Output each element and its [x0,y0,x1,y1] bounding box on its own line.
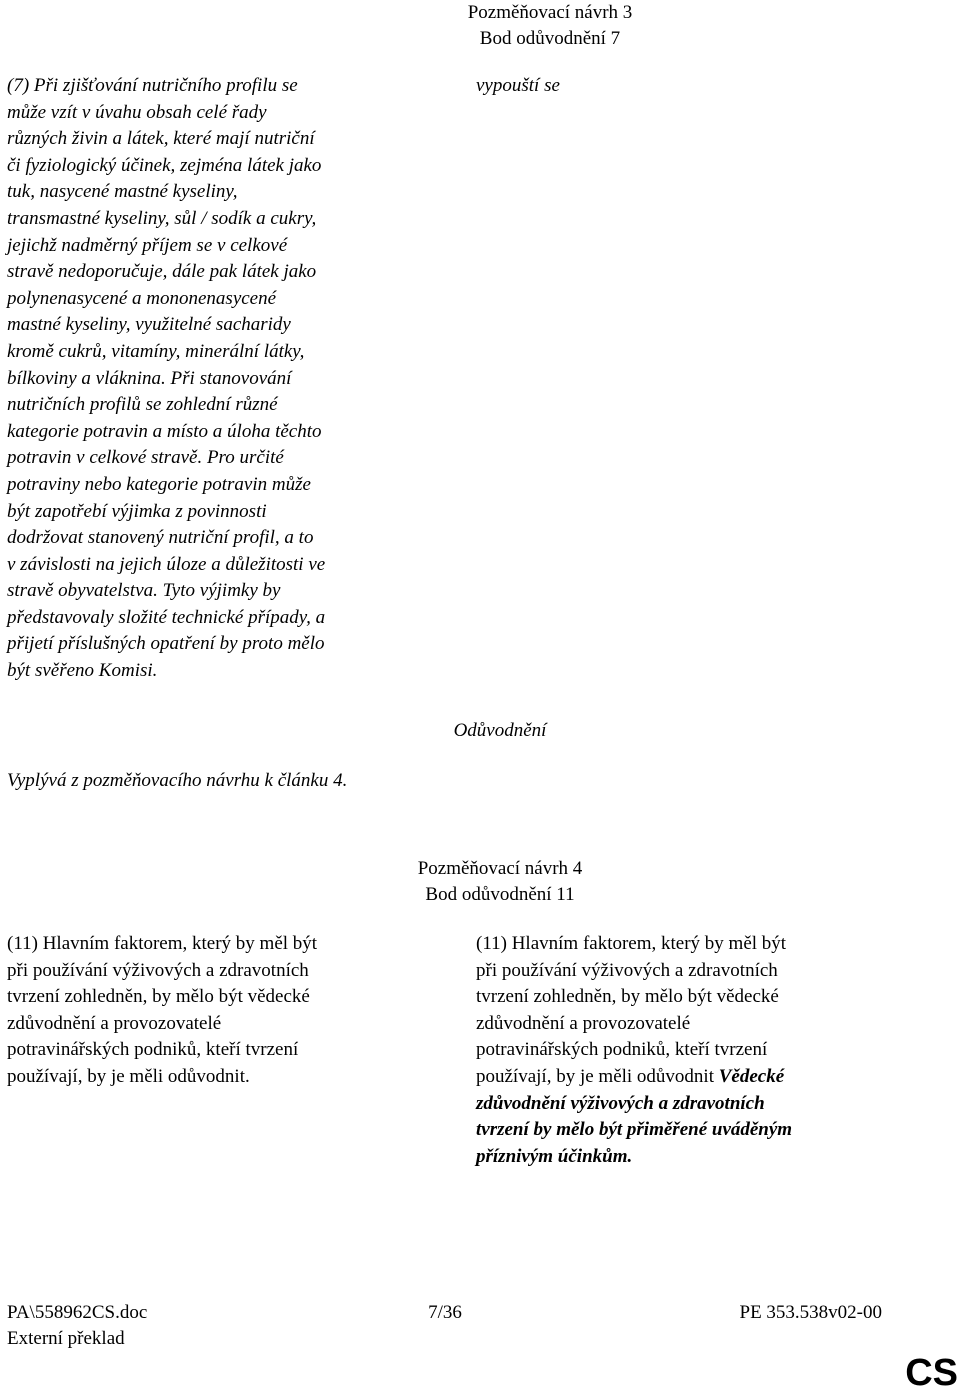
amendment-3-original-line [7,419,447,446]
justification-heading: Odůvodnění [453,720,547,741]
amendment-4-original-line [7,1064,447,1091]
footer-page-number: 7/36 [428,1302,462,1323]
amendment-4-original-line [7,984,447,1011]
amendment-3-original-text-run: může vzít v úvahu obsah celé řady [7,101,267,123]
amendment-3-deleted-label: vypouští se [476,75,560,96]
amendment-3-original-text-run: transmastné kyseliny, sůl / sodík a cukry, [7,207,317,229]
amendment-3-original-line [7,392,447,419]
amendment-3-original-text-run: přijetí příslušných opatření by proto mělo [7,633,325,655]
amendment-3-original-text-run: mastné kyseliny, využitelné sacharidy [7,314,291,336]
amendment-4-original-text-run: při používání výživových a zdravotních [7,959,309,981]
amendment-3-original-line [7,206,447,233]
footer-pe-ref: PE 353.538v02-00 [739,1302,882,1323]
amendment-3-original-text-run: kategorie potravin a místo a úloha těchto [7,420,322,442]
amendment-3-original-text-run: kromě cukrů, vitamíny, minerální látky, [7,340,305,362]
amendment-3-original-line [7,499,447,526]
amendment-3-original-line [7,631,447,658]
amendment-3-original-text-run: stravě nedoporučuje, dále pak látek jako [7,261,317,283]
amendment-4-amended-line [476,984,916,1011]
amendment-3-original-line [7,73,447,100]
amendment-4-amended-text-run: zdůvodnění výživových a zdravotních [476,1092,765,1114]
amendment-3-original-line [7,286,447,313]
amendment-4-right-column [476,931,916,1170]
justification-text: Vyplývá z pozměňovacího návrhu k článku 4. [7,770,348,791]
amendment-4-amended-text-run: potravinářských podniků, kteří tvrzení [476,1039,768,1061]
amendment-3-original-line [7,366,447,393]
amendment-4-amended-text-run: používají, by je měli odůvodnit [476,1065,719,1087]
amendment-4-amended-text-run: při používání výživových a zdravotních [476,959,778,981]
amendment-3-original-line [7,578,447,605]
amendment-4-amended-line [476,931,916,958]
amendment-3-original-line [7,552,447,579]
amendment-3-original-text-run: (7) Při zjišťování nutričního profilu se [7,75,298,96]
amendment-3-original-text-run: být svěřeno Komisi. [7,660,158,682]
amendment-4-amended-line [476,1117,916,1144]
amendment-3-original-line [7,339,447,366]
amendment-4-amended-text-run: (11) Hlavním faktorem, který by měl být [476,933,787,954]
amendment-3-original-text-run: bílkoviny a vláknina. Při stanovování [7,367,292,389]
amendment-3-original-text-run: stravě obyvatelstva. Tyto výjimky by [7,580,281,602]
amendment-4-amended-line [476,958,916,985]
amendment-4-original-text-run: zdůvodnění a provozovatelé [7,1012,222,1034]
amendment-3-original-text-run: jejichž nadměrný příjem se v celkové [7,234,288,256]
amendment-3-original-line [7,658,447,685]
amendment-3-original-line [7,472,447,499]
amendment-4-title: Pozměňovací návrh 4 [417,858,583,879]
amendment-3-original-text-run: nutričních profilů se zohlední různé [7,394,278,416]
amendment-3-subtitle: Bod odůvodnění 7 [479,28,621,49]
amendment-3-original-text-run: představovaly složité technické případy, a [7,606,326,628]
amendment-3-original-line [7,525,447,552]
amendment-3-title: Pozměňovací návrh 3 [467,2,633,23]
amendment-4-original-text-run: tvrzení zohledněn, by mělo být vědecké [7,986,310,1008]
amendment-4-original-line [7,931,447,958]
amendment-3-original-line [7,312,447,339]
amendment-3-original-line [7,153,447,180]
amendment-4-amended-text-run: tvrzení by mělo být přiměřené uváděným [476,1119,793,1141]
amendment-3-original-text-run: potravin v celkové stravě. Pro určité [7,447,284,469]
amendment-3-original-text-run: tuk, nasycené mastné kyseliny, [7,181,238,203]
amendment-3-original-text-run: v závislosti na jejich úloze a důležitosti ve [7,553,326,575]
amendment-3-original-line [7,100,447,127]
amendment-4-original-line [7,958,447,985]
amendment-4-left-column [7,931,447,1091]
amendment-3-original-line [7,233,447,260]
amendment-3-original-text-run: různých živin a látek, které mají nutriční [7,128,315,150]
amendment-4-amended-text-run: příznivým účinkům. [476,1145,633,1167]
amendment-3-original-line [7,445,447,472]
amendment-3-original-text-run: polynenasycené a mononenasycené [7,287,277,309]
amendment-4-amended-line [476,1011,916,1038]
amendment-3-original-text-run: dodržovat stanovený nutriční profil, a to [7,527,314,549]
amendment-3-original-text-run: či fyziologický účinek, zejména látek jako [7,154,322,176]
amendment-4-amended-text-run: zdůvodnění a provozovatelé [476,1012,691,1034]
amendment-3-original-line [7,179,447,206]
footer-translation-note: Externí překlad [7,1328,125,1349]
amendment-4-amended-line [476,1037,916,1064]
amendment-3-original-line [7,126,447,153]
amendment-4-amended-line [476,1064,916,1091]
amendment-4-original-text-run: používají, by je měli odůvodnit. [7,1065,250,1087]
amendment-4-amended-line [476,1144,916,1171]
amendment-4-original-line [7,1011,447,1038]
amendment-4-original-text-run: potravinářských podniků, kteří tvrzení [7,1039,299,1061]
amendment-3-left-column [7,73,447,685]
amendment-4-amended-line [476,1091,916,1118]
amendment-4-subtitle: Bod odůvodnění 11 [425,884,575,905]
amendment-3-original-text-run: potraviny nebo kategorie potravin může [7,473,311,495]
footer-doc-ref: PA\558962CS.doc [7,1302,148,1323]
amendment-3-original-line [7,259,447,286]
amendment-3-original-line [7,605,447,632]
language-code-mark: CS [905,1352,958,1394]
amendment-4-original-line [7,1037,447,1064]
amendment-4-amended-text-run: Vědecké [718,1065,785,1087]
amendment-4-original-text-run: (11) Hlavním faktorem, který by měl být [7,933,318,954]
amendment-4-amended-text-run: tvrzení zohledněn, by mělo být vědecké [476,986,779,1008]
amendment-3-original-text-run: být zapotřebí výjimka z povinnosti [7,500,267,522]
